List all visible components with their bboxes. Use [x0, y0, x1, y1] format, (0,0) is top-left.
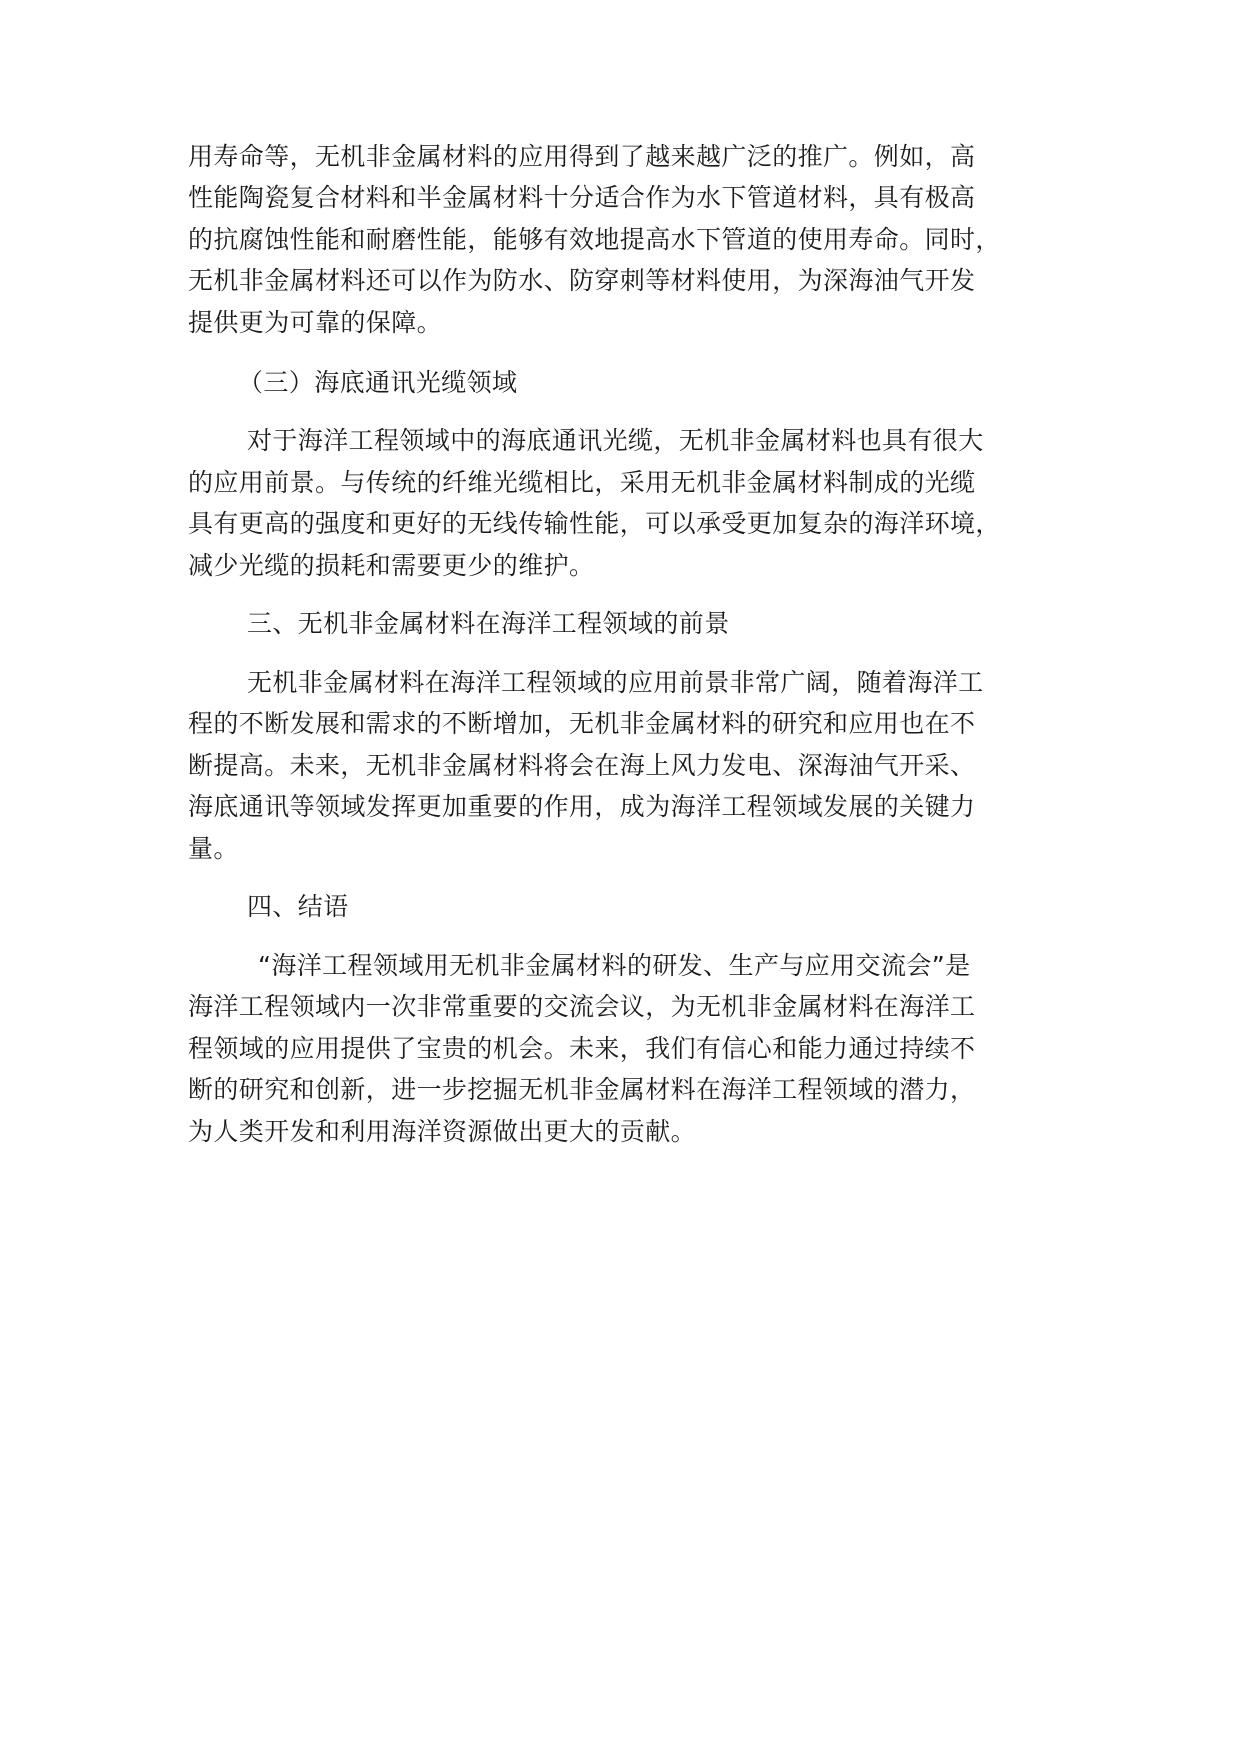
paragraph-line: 的抗腐蚀性能和耐磨性能，能够有效地提高水下管道的使用寿命。同时， [188, 225, 1001, 254]
paragraph-line: 的应用前景。与传统的纤维光缆相比，采用无机非金属材料制成的光缆 [188, 468, 976, 497]
paragraph-line: 用寿命等，无机非金属材料的应用得到了越来越广泛的推广。例如，高 [188, 142, 976, 171]
paragraph-line: 具有更高的强度和更好的无线传输性能，可以承受更加复杂的海洋环境， [188, 509, 1001, 538]
paragraph-line: 程的不断发展和需求的不断增加，无机非金属材料的研究和应用也在不 [188, 709, 976, 738]
paragraph-line: 量。 [188, 834, 239, 863]
paragraph-line: 提供更为可靠的保障。 [188, 308, 443, 337]
paragraph-line: 海洋工程领域内一次非常重要的交流会议，为无机非金属材料在海洋工 [188, 992, 976, 1021]
paragraph-line: 海底通讯等领域发挥更加重要的作用，成为海洋工程领域发展的关键力 [188, 792, 976, 821]
paragraph-line: 程领域的应用提供了宝贵的机会。未来，我们有信心和能力通过持续不 [188, 1034, 976, 1063]
section-subheading: （三）海底通讯光缆领域 [238, 368, 518, 397]
paragraph-line: 断的研究和创新，进一步挖掘无机非金属材料在海洋工程领域的潜力， [188, 1075, 976, 1104]
paragraph-line: “海洋工程领域用无机非金属材料的研发、生产与应用交流会”是 [258, 951, 971, 980]
paragraph-line: 断提高。未来，无机非金属材料将会在海上风力发电、深海油气开采、 [188, 751, 976, 780]
paragraph-line: 为人类开发和利用海洋资源做出更大的贡献。 [188, 1117, 697, 1146]
section-heading: 四、结语 [247, 892, 349, 921]
paragraph-line: 无机非金属材料还可以作为防水、防穿刺等材料使用，为深海油气开发 [188, 266, 976, 295]
section-heading: 三、无机非金属材料在海洋工程领域的前景 [247, 609, 730, 638]
paragraph-line: 对于海洋工程领域中的海底通讯光缆，无机非金属材料也具有很大 [247, 426, 984, 455]
paragraph-line: 减少光缆的损耗和需要更少的维护。 [188, 551, 595, 580]
paragraph-line: 性能陶瓷复合材料和半金属材料十分适合作为水下管道材料，具有极高 [188, 183, 976, 212]
paragraph-line: 无机非金属材料在海洋工程领域的应用前景非常广阔，随着海洋工 [247, 668, 984, 697]
